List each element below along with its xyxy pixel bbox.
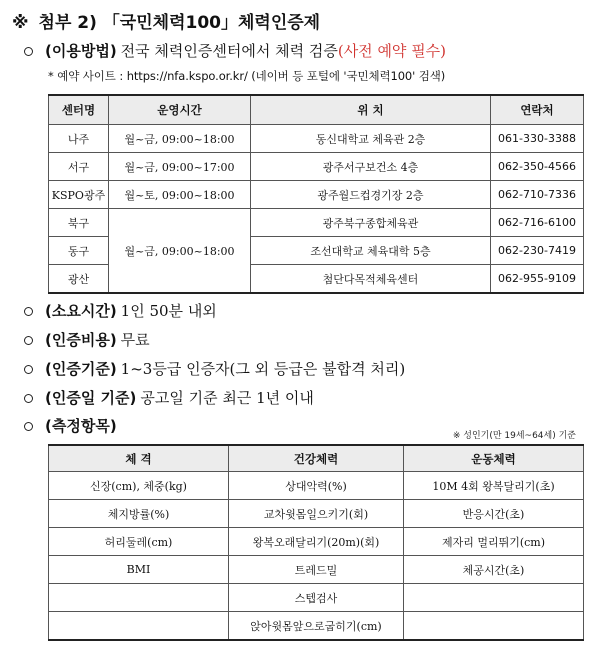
- center-name: 나주: [49, 125, 109, 153]
- center-name: 서구: [49, 153, 109, 181]
- header-physique: 체 격: [49, 445, 229, 472]
- usage-text: 전국 체력인증센터에서 체력 검증: [120, 42, 338, 60]
- item-cell: 허리둘레(cm): [49, 528, 229, 556]
- center-location: 광주서구보건소 4층: [251, 153, 491, 181]
- table-header-row: [49, 95, 584, 125]
- item-cell: 앉아윗몸앞으로굽히기(cm): [229, 612, 404, 641]
- bullet-label: (측정항목): [45, 417, 117, 435]
- item-cell: [49, 584, 229, 612]
- usage-label: (이용방법): [45, 42, 117, 60]
- center-location: 광주북구종합체육관: [251, 209, 491, 237]
- center-hours: 월~금, 09:00~17:00: [109, 153, 251, 181]
- heading-text: 첨부 2) 「국민체력100」체력인증제: [38, 13, 321, 33]
- age-criteria-note: ※ 성인기(만 19세~64세) 기준: [452, 431, 576, 441]
- table-row: [49, 500, 584, 528]
- table-row: [49, 209, 584, 237]
- bullet-label: (소요시간): [45, 302, 117, 320]
- center-name: 북구: [49, 209, 109, 237]
- table-row: [49, 612, 584, 641]
- center-name: 동구: [49, 237, 109, 265]
- item-cell: [404, 612, 584, 641]
- center-location: 조선대학교 체육대학 5층: [251, 237, 491, 265]
- header-location: 위 치: [251, 95, 491, 125]
- bullet-circle-icon: [24, 336, 33, 345]
- bullet-circle-icon: [24, 394, 33, 403]
- item-cell: 왕복오래달리기(20m)(회): [229, 528, 404, 556]
- bullet-circle-icon: [24, 47, 33, 56]
- cost-bullet: [24, 329, 150, 350]
- item-cell: BMI: [49, 556, 229, 584]
- header-health-fitness: 건강체력: [229, 445, 404, 472]
- header-hours: 운영시간: [109, 95, 251, 125]
- center-phone: 062-350-4566: [491, 153, 584, 181]
- item-cell: 트레드밀: [229, 556, 404, 584]
- center-location: 첨단다목적체육센터: [251, 265, 491, 294]
- item-cell: 제자리 멀리뛰기(cm): [404, 528, 584, 556]
- center-phone: 062-230-7419: [491, 237, 584, 265]
- usage-bullet: [24, 40, 446, 61]
- table-row: [49, 556, 584, 584]
- document-heading: [12, 8, 320, 33]
- item-cell: 반응시간(초): [404, 500, 584, 528]
- item-cell: 스텝검사: [229, 584, 404, 612]
- bullet-text: 1~3등급 인증자(그 외 등급은 불합격 처리): [120, 360, 406, 378]
- table-row: [49, 181, 584, 209]
- item-cell: 체지방률(%): [49, 500, 229, 528]
- table-row: [49, 472, 584, 500]
- bullet-circle-icon: [24, 422, 33, 431]
- center-phone: 062-955-9109: [491, 265, 584, 294]
- table-row: [49, 584, 584, 612]
- bullet-label: (인증기준): [45, 360, 117, 378]
- criteria-bullet: [24, 358, 405, 379]
- center-phone: 061-330-3388: [491, 125, 584, 153]
- bullet-circle-icon: [24, 307, 33, 316]
- centers-table: [48, 94, 584, 294]
- center-hours: 월~금, 09:00~18:00: [109, 209, 251, 294]
- duration-bullet: [24, 300, 217, 321]
- bullet-text: 공고일 기준 최근 1년 이내: [140, 389, 314, 407]
- header-motor-fitness: 운동체력: [404, 445, 584, 472]
- measurement-items-table: [48, 444, 584, 641]
- header-contact: 연락처: [491, 95, 584, 125]
- center-name: 광산: [49, 265, 109, 294]
- reservation-note: * 예약 사이트 : https://nfa.kspo.or.kr/ (네이버 등 포털에 '국민체력100' 검색): [48, 69, 446, 83]
- table-row: [49, 528, 584, 556]
- table-row: [49, 125, 584, 153]
- item-cell: 10M 4회 왕복달리기(초): [404, 472, 584, 500]
- center-hours: 월~토, 09:00~18:00: [109, 181, 251, 209]
- center-location: 광주월드컵경기장 2층: [251, 181, 491, 209]
- usage-highlight: (사전 예약 필수): [337, 42, 447, 60]
- center-phone: 062-710-7336: [491, 181, 584, 209]
- item-cell: 체공시간(초): [404, 556, 584, 584]
- table-header-row: [49, 445, 584, 472]
- item-cell: 신장(cm), 체중(kg): [49, 472, 229, 500]
- bullet-label: (인증비용): [45, 331, 117, 349]
- bullet-circle-icon: [24, 365, 33, 374]
- center-location: 동신대학교 체육관 2층: [251, 125, 491, 153]
- bullet-label: (인증일 기준): [45, 389, 137, 407]
- item-cell: [49, 612, 229, 641]
- center-name: KSPO광주: [49, 181, 109, 209]
- header-center-name: 센터명: [49, 95, 109, 125]
- bullet-text: 무료: [120, 331, 150, 349]
- date-criteria-bullet: [24, 387, 314, 408]
- item-cell: [404, 584, 584, 612]
- table-row: [49, 153, 584, 181]
- center-phone: 062-716-6100: [491, 209, 584, 237]
- center-hours: 월~금, 09:00~18:00: [109, 125, 251, 153]
- items-bullet: [24, 415, 117, 436]
- reference-mark: ※: [12, 13, 29, 33]
- bullet-text: 1인 50분 내외: [120, 302, 217, 320]
- item-cell: 상대악력(%): [229, 472, 404, 500]
- item-cell: 교차윗몸일으키기(회): [229, 500, 404, 528]
